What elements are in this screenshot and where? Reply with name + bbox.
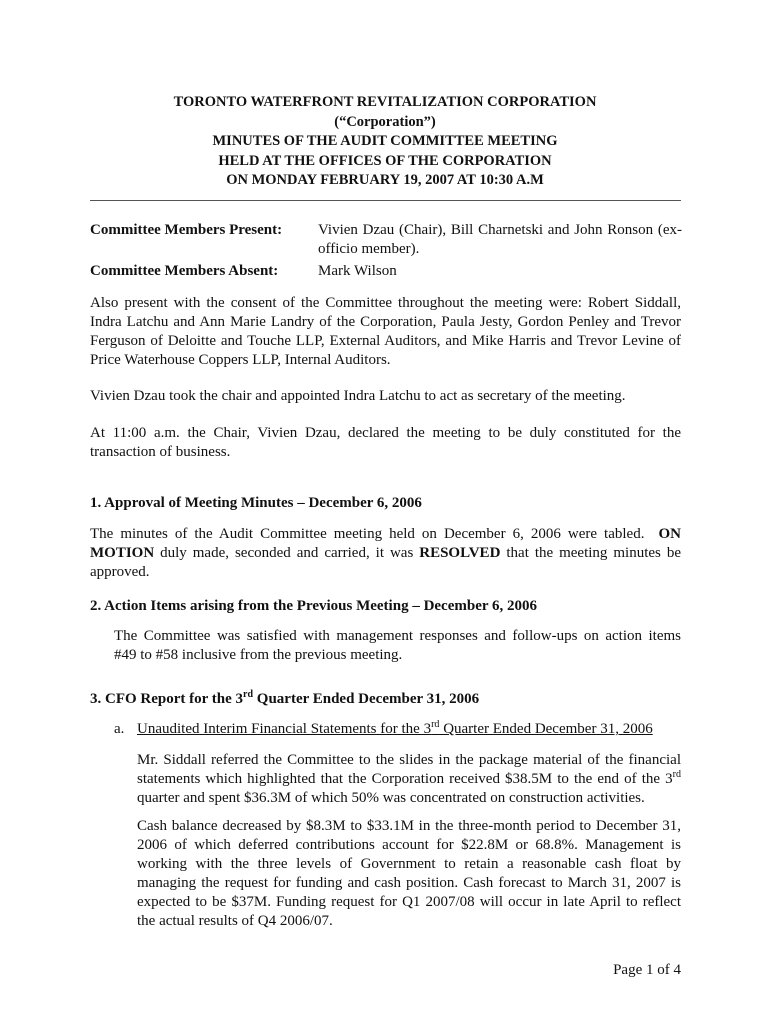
cfo-paragraph-2 xyxy=(137,817,681,931)
title-divider xyxy=(90,200,681,201)
section-1-heading: 1. Approval of Meeting Minutes – December 6, 2006 xyxy=(90,495,422,511)
paragraph-line: managing the request for funding and cash position. Cash forecast to March 31, 2007 is xyxy=(137,875,681,891)
section-1-text: duly made, seconded and carried, it was xyxy=(154,545,420,561)
subsection-a-heading xyxy=(137,720,653,739)
paragraph-line: 2006 of which deferred contributions account for $22.8M or 68.8%. Management is xyxy=(137,837,681,853)
title-line-alias: (“Corporation”) xyxy=(334,113,436,130)
motion-bold: MOTION xyxy=(90,545,155,561)
section-2-heading: 2. Action Items arising from the Previous Meeting – December 6, 2006 xyxy=(90,598,538,614)
subsection-a-marker: a. xyxy=(114,721,125,737)
chair-appointment-paragraph: Vivien Dzau took the chair and appointed Indra Latchu to act as secretary of the meeting. xyxy=(90,388,626,404)
section-3-heading-text: 3. CFO Report for the 3 xyxy=(90,691,244,707)
section-2-paragraph xyxy=(114,627,681,665)
ordinal-suffix: rd xyxy=(431,719,440,730)
paragraph-line: Mr. Siddall referred the Committee to the slides in the package material of the financial xyxy=(137,752,681,768)
paragraph-line: Cash balance decreased by $8.3M to $33.1M in the three-month period to December 31, xyxy=(137,818,681,834)
paragraph-line: Ferguson of Deloitte and Touche LLP, External Auditors, and Mike Harris and Trevor Levine of xyxy=(90,333,681,349)
present-label: Committee Members Present: xyxy=(90,222,283,238)
title-line-date: ON MONDAY FEBRUARY 19, 2007 AT 10:30 A.M xyxy=(226,172,544,188)
title-line-minutes: MINUTES OF THE AUDIT COMMITTEE MEETING xyxy=(212,133,558,149)
paragraph-line xyxy=(90,544,681,563)
ordinal-suffix: rd xyxy=(243,689,254,700)
constituted-paragraph xyxy=(90,424,681,462)
paragraph-line: expected to be $37M. Funding request for Q1 2007/08 will occur in late April to reflect xyxy=(137,894,681,910)
paragraph-text: statements which highlighted that the Corporation received $38.5M to the end of the 3 xyxy=(137,771,673,787)
on-motion-bold: ON xyxy=(658,526,682,542)
section-3-heading-text: Quarter Ended December 31, 2006 xyxy=(253,691,480,707)
paragraph-line: At 11:00 a.m. the Chair, Vivien Dzau, declared the meeting to be duly constituted for the xyxy=(90,425,681,441)
section-3-heading xyxy=(90,690,479,709)
paragraph-line xyxy=(137,770,681,789)
present-value xyxy=(318,221,682,259)
section-1-paragraph xyxy=(90,525,681,582)
resolved-bold: RESOLVED xyxy=(419,545,501,561)
paragraph-line: approved. xyxy=(90,564,150,580)
title-line-organization: TORONTO WATERFRONT REVITALIZATION CORPORATION xyxy=(173,94,597,110)
paragraph-line: quarter and spent $36.3M of which 50% was concentrated on construction activities. xyxy=(137,790,645,806)
page-number: Page 1 of 4 xyxy=(613,962,681,978)
ordinal-suffix: rd xyxy=(672,769,681,780)
absent-label: Committee Members Absent: xyxy=(90,263,279,279)
paragraph-line: transaction of business. xyxy=(90,444,231,460)
paragraph-line: The Committee was satisfied with management responses and follow-ups on action items xyxy=(114,628,681,644)
present-value-line1: Vivien Dzau (Chair), Bill Charnetski and John Ronson (ex- xyxy=(318,222,682,238)
section-1-text: that the meeting minutes be xyxy=(500,545,681,561)
title-line-location: HELD AT THE OFFICES OF THE CORPORATION xyxy=(218,152,552,169)
paragraph-line: the actual results of Q4 2006/07. xyxy=(137,913,333,929)
paragraph-line: Indra Latchu and Ann Marie Landry of the Corporation, Paula Jesty, Gordon Penley and Trevor xyxy=(90,314,681,330)
section-1-text: The minutes of the Audit Committee meeting held on December 6, 2006 were tabled. xyxy=(90,526,645,542)
cfo-paragraph-1 xyxy=(137,751,681,808)
present-value-line2: officio member). xyxy=(318,241,420,257)
absent-value: Mark Wilson xyxy=(318,263,397,279)
document-title xyxy=(0,93,770,191)
paragraph-line: #49 to #58 inclusive from the previous meeting. xyxy=(114,647,403,663)
also-present-paragraph xyxy=(90,294,681,370)
paragraph-line: Also present with the consent of the Committee throughout the meeting were: Robert Siddall, xyxy=(90,295,681,311)
paragraph-line: working with the three levels of Government to retain a reasonable cash float by xyxy=(137,856,681,872)
subsection-a-heading-text: Unaudited Interim Financial Statements for the 3 xyxy=(137,721,432,737)
subsection-a-heading-text: Quarter Ended December 31, 2006 xyxy=(439,721,653,737)
paragraph-line xyxy=(90,525,681,544)
paragraph-line: Price Waterhouse Coppers LLP, Internal Auditors. xyxy=(90,352,391,368)
